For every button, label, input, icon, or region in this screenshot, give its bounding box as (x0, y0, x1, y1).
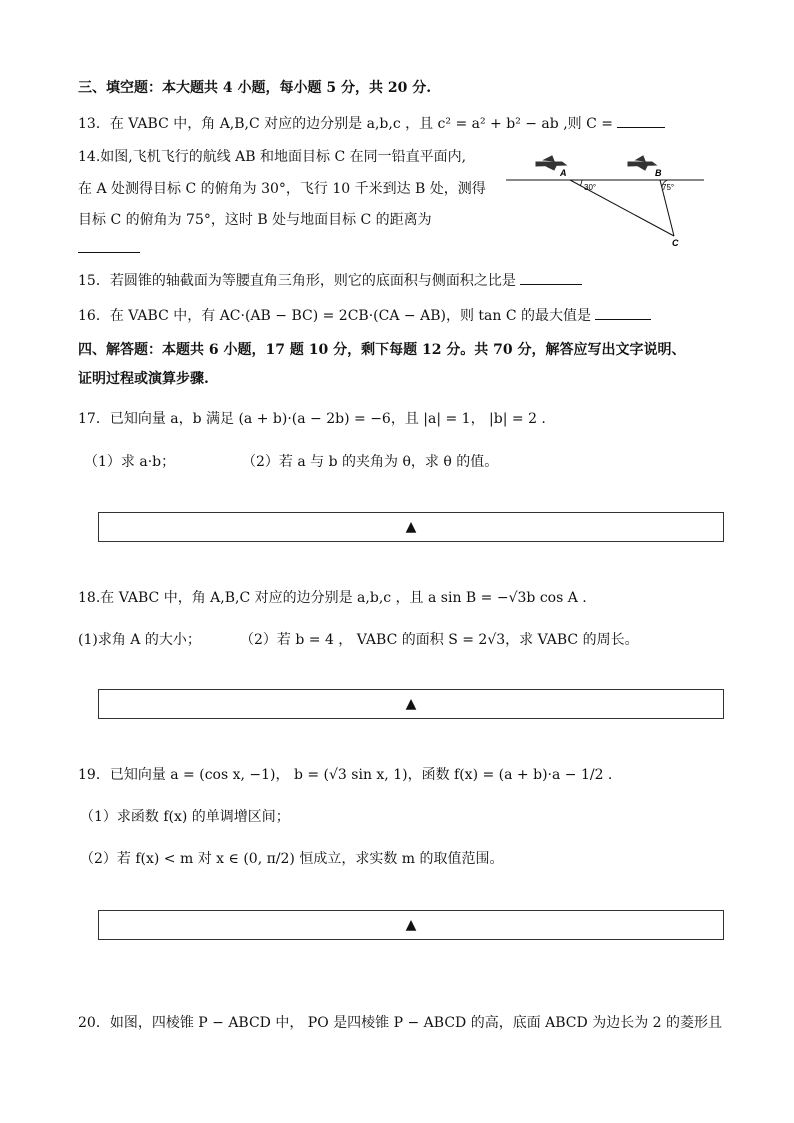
angle-label-b: 75° (662, 183, 675, 192)
answer-box-19[interactable] (98, 910, 724, 940)
question-16-blank (595, 305, 651, 320)
answer-marker-icon: ▲ (405, 696, 417, 712)
section-3-heading: 三、填空题：本大题共 4 小题，每小题 5 分，共 20 分. (78, 80, 432, 96)
answer-marker-icon: ▲ (405, 917, 417, 933)
question-13 (78, 113, 665, 135)
question-18-stem: 18.在 VABC 中，角 A,B,C 对应的边分别是 a,b,c ，且 a sin B = −√3b cos A . (78, 590, 587, 606)
question-16 (78, 305, 651, 327)
label-a: A (560, 168, 567, 178)
question-19-part-1: （1）求函数 f(x) 的单调增区间； (80, 809, 290, 825)
section-4-heading-line-2: 证明过程或演算步骤. (78, 371, 209, 387)
question-17-stem: 17．已知向量 a，b 满足 (a + b)·(a − 2b) = −6，且 |a| = 1， |b| = 2 . (78, 411, 546, 427)
angle-label-a: 30° (584, 183, 597, 192)
question-15-blank (520, 270, 582, 285)
question-13-blank (617, 113, 665, 128)
question-18-part-1: (1)求角 A 的大小； (78, 632, 201, 648)
airplane-icon-b (628, 156, 656, 170)
question-14-line-3: 目标 C 的俯角为 75°，这时 B 处与地面目标 C 的距离为 (78, 212, 432, 228)
question-16-text: 16．在 VABC 中，有 AC·(AB − BC) = 2CB·(CA − AB)，则 tan C 的最大值是 (78, 308, 591, 324)
label-c: C (672, 238, 679, 248)
answer-marker-icon: ▲ (405, 519, 417, 535)
question-14-figure (500, 148, 710, 250)
question-14-blank (78, 238, 140, 253)
section-4-heading-line-1: 四、解答题：本题共 6 小题，17 题 10 分，剩下每题 12 分。共 70 分，解答应写出文字说明、 (78, 342, 686, 358)
question-20-stem: 20．如图，四棱锥 P − ABCD 中， PO 是四棱锥 P − ABCD 的高，底面 ABCD 为边长为 2 的菱形且 (78, 1015, 723, 1031)
question-15 (78, 270, 582, 292)
answer-box-17[interactable] (98, 512, 724, 542)
question-14-line-2: 在 A 处测得目标 C 的俯角为 30°，飞行 10 千米到达 B 处，测得 (78, 181, 486, 197)
answer-box-18[interactable] (98, 689, 724, 719)
question-14-line-1: 14.如图,飞机飞行的航线 AB 和地面目标 C 在同一铅直平面内, (78, 149, 467, 165)
question-14-blank-line (78, 238, 140, 260)
angle-arc-a (580, 180, 582, 186)
question-19-part-2: （2）若 f(x) < m 对 x ∈ (0, π/2) 恒成立，求实数 m 的取值范围。 (80, 851, 504, 867)
question-15-text: 15．若圆锥的轴截面为等腰直角三角形，则它的底面积与侧面积之比是 (78, 273, 516, 289)
question-17-part-1: （1）求 a·b； (84, 454, 176, 470)
question-13-text: 13．在 VABC 中，角 A,B,C 对应的边分别是 a,b,c ，且 c² = a² + b² − ab ,则 C = (78, 116, 613, 132)
question-18-part-2: （2）若 b = 4 ， VABC 的面积 S = 2√3，求 VABC 的周长。 (240, 632, 639, 648)
question-17-part-2: （2）若 a 与 b 的夹角为 θ，求 θ 的值。 (242, 454, 499, 470)
question-19-stem: 19．已知向量 a = (cos x, −1)， b = (√3 sin x, 1)，函数 f(x) = (a + b)·a − 1/2 . (78, 767, 613, 783)
label-b: B (655, 168, 662, 178)
